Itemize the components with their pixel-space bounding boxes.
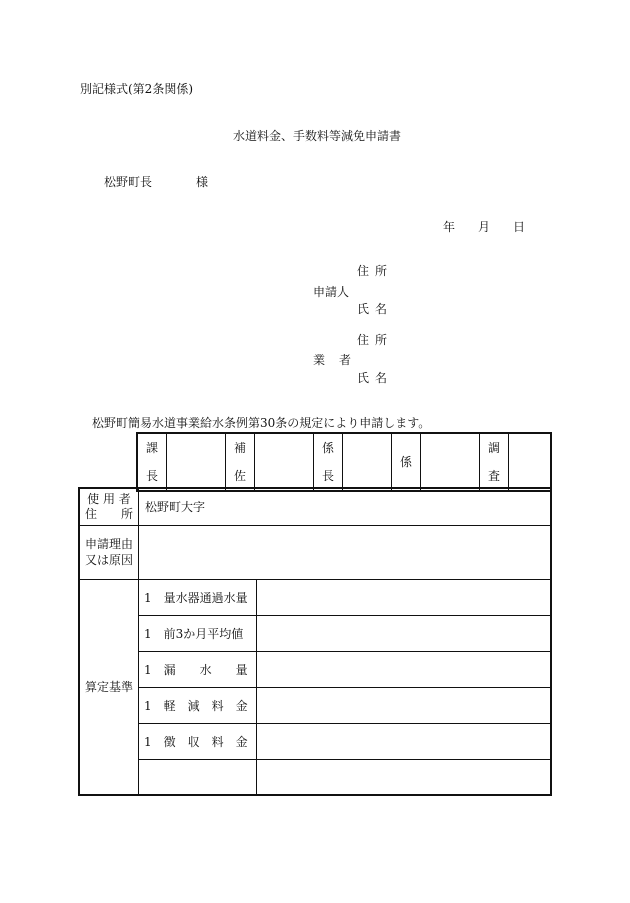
user-address-label: 使 用 者 住 所 [79,488,139,525]
stamp-cell-ka[interactable] [167,433,226,491]
stamp-label-kei: 係 長 [314,433,343,491]
stamp-cell-kei[interactable] [343,433,392,491]
stamp-cell-kakari[interactable] [421,433,480,491]
form-label: 別記様式(第2条関係) [80,82,193,96]
basis-label: 算定基準 [79,579,139,795]
reason-label: 申請理由 又は原因 [79,525,139,579]
basis-item-label: 1 前3か月平均値 [139,615,257,651]
basis-item-field[interactable] [257,615,552,651]
basis-item-label: 1 徴 収 料 金 [139,723,257,759]
basis-item-field[interactable] [257,759,552,795]
business-name-label: 氏名 [357,371,394,385]
applicant-label: 申請人 [313,285,350,299]
stamp-label-cho: 調 査 [480,433,509,491]
addressee-suffix: 様 [196,175,209,189]
stamp-label-kakari: 係 [392,433,421,491]
approval-stamp-table [136,432,552,492]
basis-item-blank-label[interactable] [139,759,257,795]
applicant-address-label: 住所 [357,264,394,278]
basis-item-field[interactable] [257,579,552,615]
stamp-label-ka: 課 長 [137,433,167,491]
date-year-label: 年 [443,220,456,234]
page-title: 水道料金、手数料等減免申請書 [233,129,402,143]
business-label: 業者 [313,353,366,367]
basis-item-label: 1 漏 水 量 [139,651,257,687]
application-form-table [78,487,552,796]
applicant-name-label: 氏名 [357,302,394,316]
basis-item-field[interactable] [257,651,552,687]
date-month-label: 月 [478,220,491,234]
basis-item-field[interactable] [257,687,552,723]
basis-item-label: 1 量水器通過水量 [139,579,257,615]
statement-text: 松野町簡易水道事業給水条例第30条の規定により申請します。 [92,416,431,430]
reason-field[interactable] [139,525,552,579]
stamp-label-ho: 補 佐 [226,433,255,491]
addressee: 松野町長 [104,175,153,189]
date-day-label: 日 [513,220,526,234]
stamp-cell-cho[interactable] [509,433,552,491]
basis-item-label: 1 軽 減 料 金 [139,687,257,723]
business-address-label: 住所 [357,333,394,347]
user-address-field[interactable]: 松野町大字 [139,488,552,525]
stamp-cell-ho[interactable] [255,433,314,491]
basis-item-field[interactable] [257,723,552,759]
